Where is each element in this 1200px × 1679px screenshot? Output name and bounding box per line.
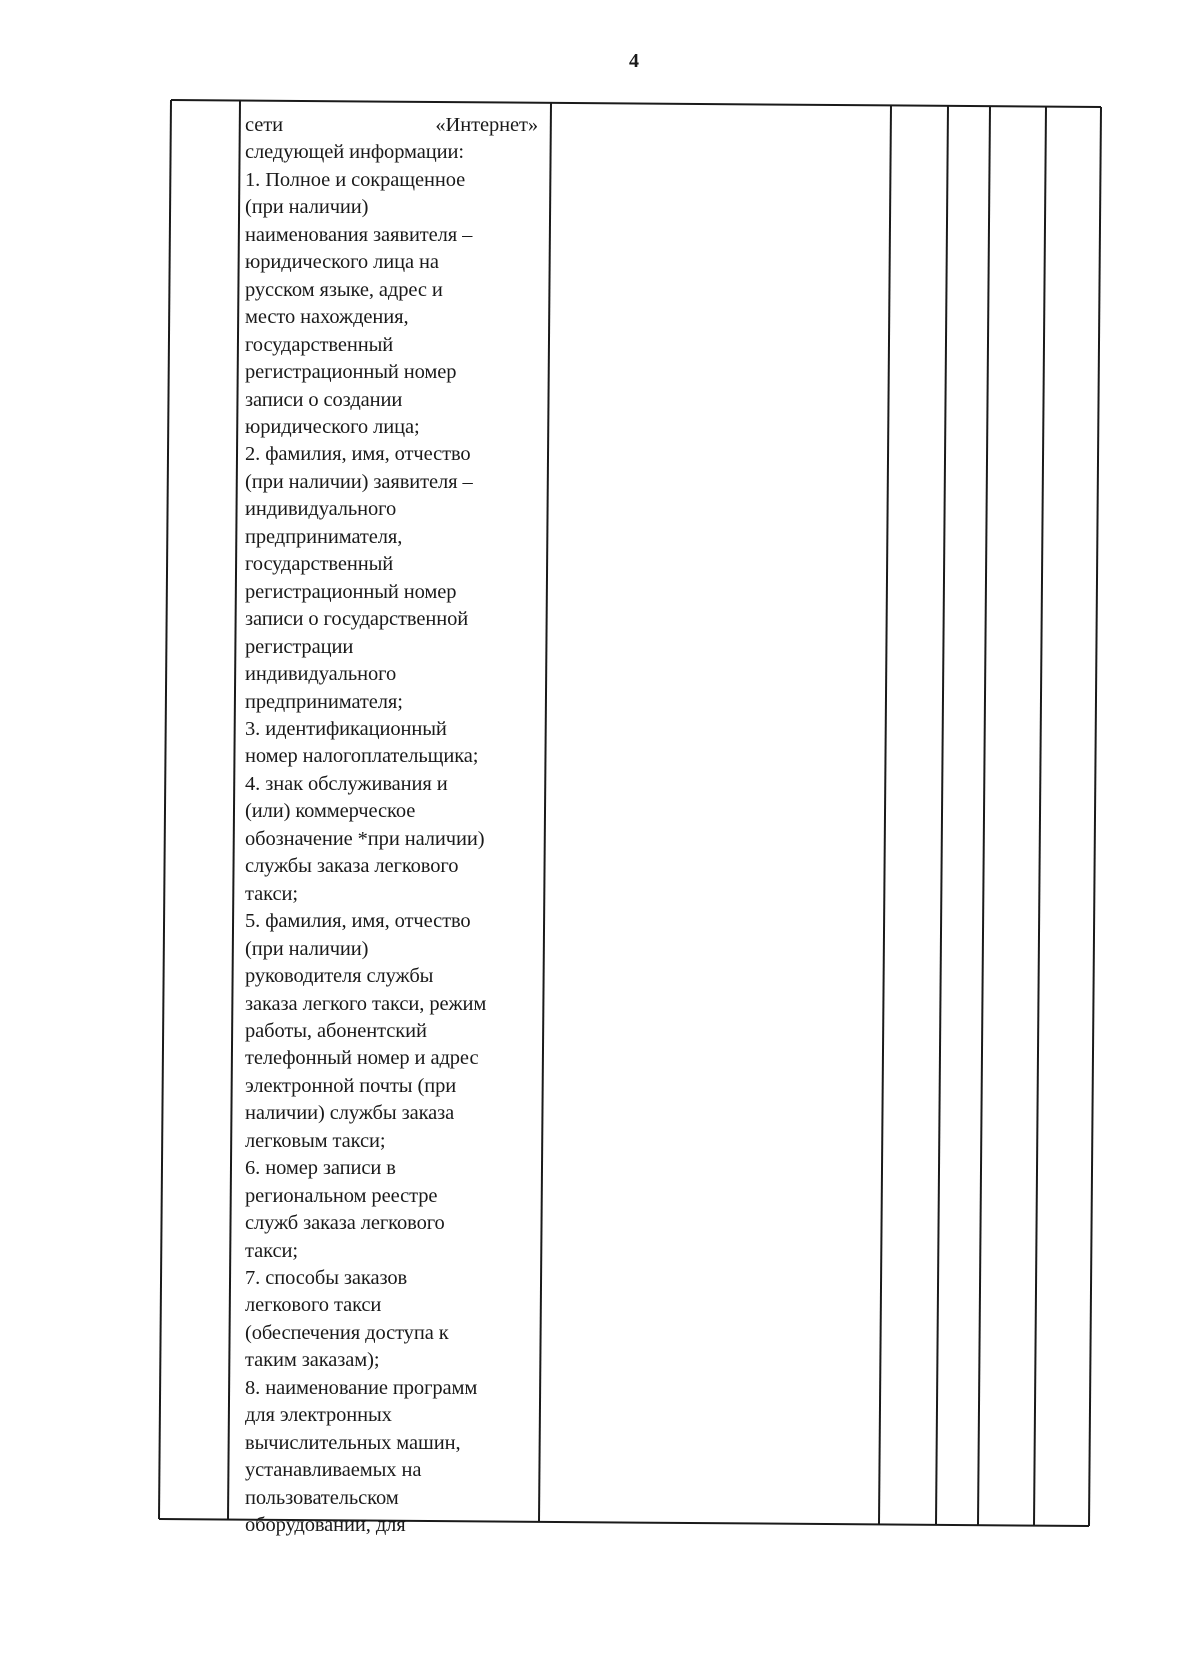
- cell-line: легковым такси;: [245, 1129, 386, 1152]
- cell-line: индивидуального: [245, 498, 397, 521]
- cell-line: предпринимателя;: [245, 690, 403, 713]
- cell-line: индивидуального: [245, 663, 397, 686]
- cell-line: предпринимателя,: [245, 525, 403, 548]
- cell-first-line-left: сети: [245, 114, 283, 136]
- cell-line: 1. Полное и сокращенное: [245, 168, 466, 191]
- cell-line: обозначение *при наличии): [245, 827, 485, 850]
- column-border-8: [1089, 107, 1101, 1526]
- column-border-3: [539, 103, 551, 1522]
- cell-line: таким заказам);: [245, 1349, 380, 1372]
- page-number: 4: [629, 50, 639, 72]
- cell-line: руководителя службы: [245, 965, 434, 988]
- cell-line: регистрационный номер: [245, 580, 457, 603]
- cell-line: телефонный номер и адрес: [245, 1047, 479, 1070]
- cell-line: 7. способы заказов: [245, 1267, 408, 1290]
- cell-line: 2. фамилия, имя, отчество: [245, 443, 471, 466]
- cell-line: региональном реестре: [245, 1184, 438, 1207]
- cell-line: служб заказа легкового: [245, 1212, 445, 1235]
- cell-line: юридического лица на: [245, 251, 439, 274]
- cell-line: (при наличии): [245, 937, 369, 960]
- cell-line: записи о государственной: [245, 608, 469, 631]
- cell-line: работы, абонентский: [245, 1019, 427, 1042]
- cell-first-line-right: «Интернет»: [435, 114, 538, 136]
- cell-line: (при наличии) заявителя –: [245, 470, 473, 493]
- cell-line: следующей информации:: [245, 141, 464, 164]
- cell-line: юридического лица;: [245, 415, 420, 438]
- cell-line: место нахождения,: [245, 306, 409, 329]
- cell-line: 8. наименование программ: [245, 1376, 478, 1399]
- column-border-4: [879, 105, 891, 1524]
- cell-line: (при наличии): [245, 196, 369, 219]
- table-top-border: [171, 100, 1101, 107]
- cell-line: 6. номер записи в: [245, 1157, 396, 1180]
- cell-line: 3. идентификационный: [245, 717, 447, 740]
- cell-line: 4. знак обслуживания и: [245, 772, 448, 795]
- column-border-6: [978, 106, 990, 1525]
- cell-line: регистрационный номер: [245, 361, 457, 384]
- cell-line: устанавливаемых на: [245, 1459, 422, 1482]
- column-border-1: [159, 100, 171, 1519]
- cell-line: наименования заявителя –: [245, 223, 473, 246]
- cell-line: электронной почты (при: [245, 1074, 457, 1097]
- cell-line: легкового такси: [245, 1294, 382, 1317]
- column-border-5: [936, 105, 948, 1525]
- column-border-2: [228, 101, 240, 1520]
- cell-line: (или) коммерческое: [245, 800, 416, 823]
- column-border-7: [1034, 106, 1046, 1526]
- cell-line: такси;: [245, 1239, 298, 1262]
- cell-line: (обеспечения доступа к: [245, 1321, 449, 1344]
- cell-first-line: [245, 112, 538, 139]
- cell-line: наличии) службы заказа: [245, 1102, 455, 1125]
- cell-line: службы заказа легкового: [245, 855, 459, 878]
- cell-line: государственный: [245, 333, 394, 356]
- cell-line: такси;: [245, 882, 298, 905]
- cell-line: номер налогоплательщика;: [245, 745, 479, 768]
- cell-line: для электронных: [245, 1404, 392, 1427]
- cell-line: регистрации: [245, 635, 354, 658]
- requirements-cell: [245, 112, 540, 1540]
- cell-line: русском языке, адрес и: [245, 278, 443, 301]
- cell-line: государственный: [245, 553, 394, 576]
- cell-line: 5. фамилия, имя, отчество: [245, 910, 471, 933]
- cell-line: пользовательском: [245, 1486, 399, 1509]
- cell-line: вычислительных машин,: [245, 1431, 461, 1454]
- cell-line: заказа легкого такси, режим: [245, 992, 487, 1015]
- cell-line: оборудовании, для: [245, 1514, 406, 1537]
- cell-line: записи о создании: [245, 388, 403, 411]
